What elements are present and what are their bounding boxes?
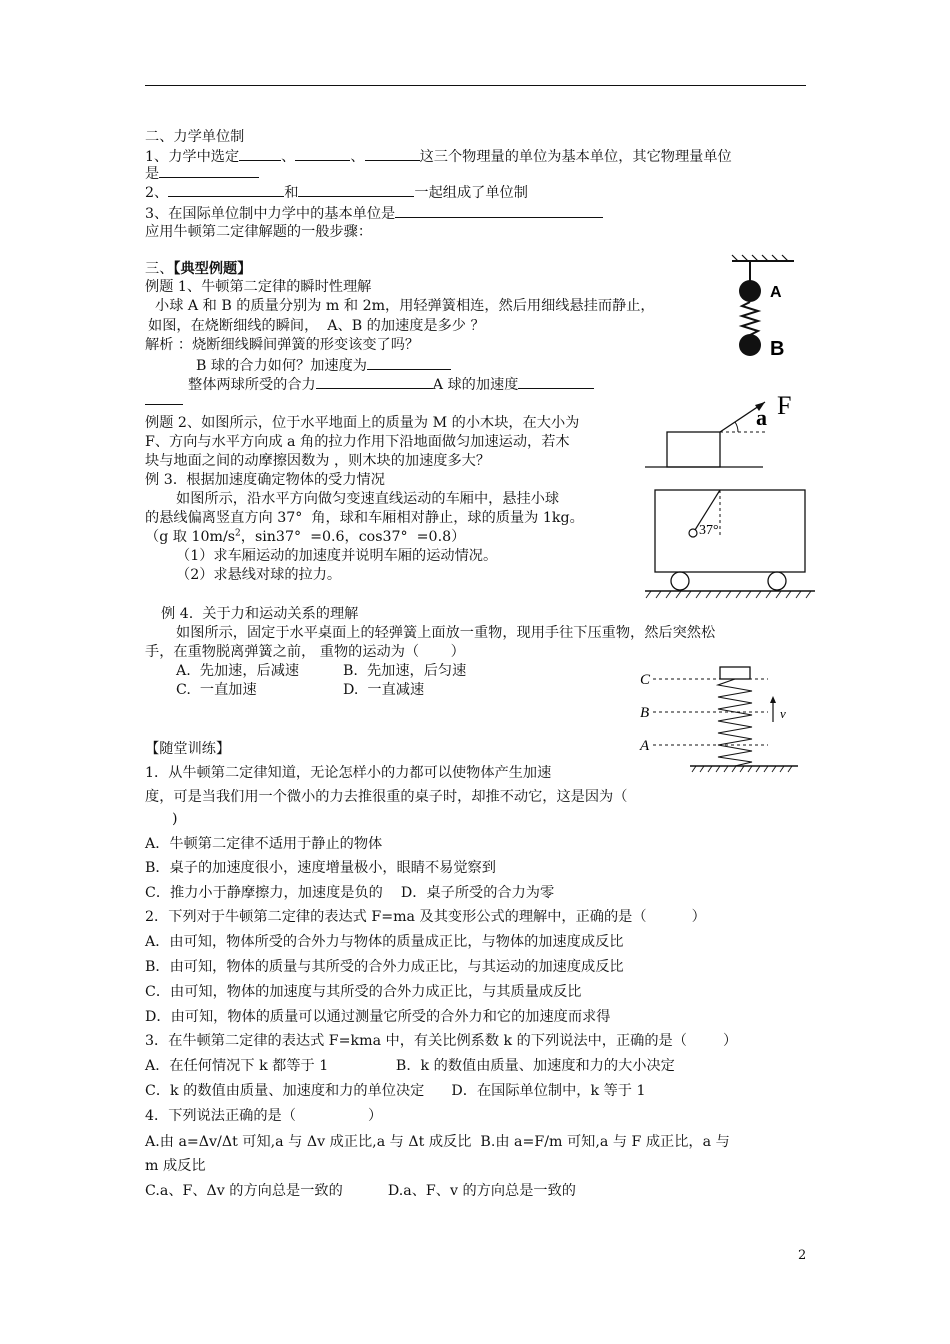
angle-37-label: 37° [699, 523, 719, 538]
ex2-line3: 块与地面之间的动摩擦因数为 ，则木块的加速度多大？ [145, 453, 491, 469]
practice-q4-options-ab: A.由 a=Δv/Δt 可知,a 与 Δv 成正比,a 与 Δt 成反比 B.由 a=F/m 可知,a 与 F 成正比，a 与 [145, 1134, 730, 1150]
header-rule [145, 85, 806, 86]
ex1-line1: 小球 A 和 B 的质量分别为 m 和 2m，用轻弹簧相连，然后用细线悬挂而静止， [155, 298, 655, 314]
practice-q2-option-c: C．由可知，物体的加速度与其所受的合外力成正比，与其质量成反比 [145, 984, 582, 1000]
practice-q3-options-cd: C．k 的数值由质量、加速度和力的单位决定 D．在国际单位制中，k 等于 1 [145, 1083, 646, 1099]
practice-q4-options-ab-cont: m 成反比 [145, 1158, 206, 1174]
practice-q1-line2: 度，可是当我们用一个微小的力去推很重的桌子时，却推不动它，这是因为（ [145, 789, 628, 805]
ex1-spring-figure [728, 255, 798, 365]
ex4-line2: 手，在重物脱离弹簧之前， 重物的运动为（ ） [145, 644, 465, 660]
level-a-label: A [640, 738, 650, 754]
practice-q3: 3．在牛顿第二定律的表达式 F=kma 中，有关比例系数 k 的下列说法中，正确的是（ ） [145, 1033, 738, 1049]
practice-q4: 4．下列说法正确的是（ ） [145, 1108, 383, 1124]
practice-q3-options-ab: A．在任何情况下 k 都等于 1 B．k 的数值由质量、加速度和力的大小决定 [145, 1058, 675, 1074]
level-c-label: C [640, 672, 651, 688]
ex2-line2: F、方向与水平方向成 a 角的拉力作用下沿地面做匀加速运动，若木 [145, 434, 570, 450]
practice-q2-option-d: D．由可知，物体的质量可以通过测量它所受的合外力和它的加速度而求得 [145, 1009, 611, 1025]
practice-q1-line1: 1．从牛顿第二定律知道，无论怎样小的力都可以使物体产生加速 [145, 765, 552, 781]
level-b-label: B [640, 705, 650, 721]
ex1-line2: 如图，在烧断细线的瞬间， A、B 的加速度是多少 ？ [148, 318, 485, 334]
ex3-q2: （2）求悬线对球的拉力。 [176, 567, 342, 583]
section2-line1: 1、力学中选定 、 、 这三个物理量的单位为基本单位，其它物理量单位 [145, 149, 732, 165]
section2-title: 二、力学单位制 [145, 129, 245, 145]
section2-steps: 应用牛顿第二定律解题的一般步骤： [145, 224, 373, 240]
ex1-line5-cont [145, 391, 183, 411]
practice-title: 【随堂训练】 [145, 741, 231, 757]
section2-line2: 2、 和 一起组成了单位制 [145, 185, 528, 201]
ex2-line1: 例题 2、如图所示，位于水平地面上的质量为 M 的小木块，在大小为 [145, 415, 580, 431]
page-number: 2 [798, 1248, 807, 1263]
ex4-spring-figure [638, 662, 808, 774]
angle-a-label: a [756, 405, 767, 430]
practice-q2: 2．下列对于牛顿第二定律的表达式 F=ma 及其变形公式的理解中，正确的是（ ） [145, 909, 706, 925]
practice-q1-option-cd: C．推力小于静摩擦力，加速度是负的 D．桌子所受的合力为零 [145, 885, 555, 901]
practice-q1-paren: ) [172, 811, 178, 827]
ex2-block-figure [645, 392, 805, 472]
ex4-option-a: A. 先加速，后减速 [176, 663, 300, 679]
ex1-line4: B 球的合力如何？加速度为 [196, 356, 451, 376]
practice-q2-option-b: B．由可知，物体的质量与其所受的合外力成正比，与其运动的加速度成反比 [145, 959, 624, 975]
velocity-v-label: v [780, 706, 786, 721]
section2-line1-cont: 是 [145, 164, 259, 184]
practice-q4-options-cd: C.a、F、Δv 的方向总是一致的 D.a、F、v 的方向总是一致的 [145, 1183, 576, 1199]
section2-line3: 3、在国际单位制中力学中的基本单位是 [145, 204, 603, 224]
ex3-carriage-figure [645, 485, 815, 600]
ball-a-label: A [770, 284, 782, 301]
ex4-option-c: C. 一直加速 [176, 682, 257, 698]
ex3-title: 例 3. 根据加速度确定物体的受力情况 [145, 472, 385, 488]
practice-q2-option-a: A．由可知，物体所受的合外力与物体的质量成正比，与物体的加速度成反比 [145, 934, 624, 950]
ball-b-label: B [770, 338, 785, 360]
ex1-title: 例题 1、牛顿第二定律的瞬时性理解 [145, 279, 372, 295]
ex3-q1: （1）求车厢运动的加速度并说明车厢的运动情况。 [176, 548, 498, 564]
ex4-option-b: B. 先加速，后匀速 [343, 663, 467, 679]
practice-q1-option-b: B．桌子的加速度很小，速度增量极小，眼睛不易觉察到 [145, 860, 496, 876]
ex3-line2: 的悬线偏离竖直方向 37° 角，球和车厢相对静止，球的质量为 1kg。 [145, 510, 584, 526]
ex4-option-d: D. 一直减速 [343, 682, 425, 698]
ex4-title: 例 4. 关于力和运动关系的理解 [161, 606, 359, 622]
ex4-line1: 如图所示，固定于水平桌面上的轻弹簧上面放一重物，现用手往下压重物，然后突然松 [176, 625, 716, 641]
ex1-line5: 整体两球所受的合力 A 球的加速度 [188, 375, 594, 395]
practice-q1-option-a: A．牛顿第二定律不适用于静止的物体 [145, 836, 383, 852]
ex3-line1: 如图所示，沿水平方向做匀变速直线运动的车厢中，悬挂小球 [176, 491, 560, 507]
ex1-line3: 解析 ：烧断细线瞬间弹簧的形变该变了吗？ [145, 337, 420, 353]
force-f-label: F [777, 391, 792, 420]
section3-title: 三、【典型例题】 [145, 261, 252, 277]
ex3-line3: （g 取 $10m/s^2$，sin37° =0.6，cos37° =0.8） [145, 528, 466, 545]
